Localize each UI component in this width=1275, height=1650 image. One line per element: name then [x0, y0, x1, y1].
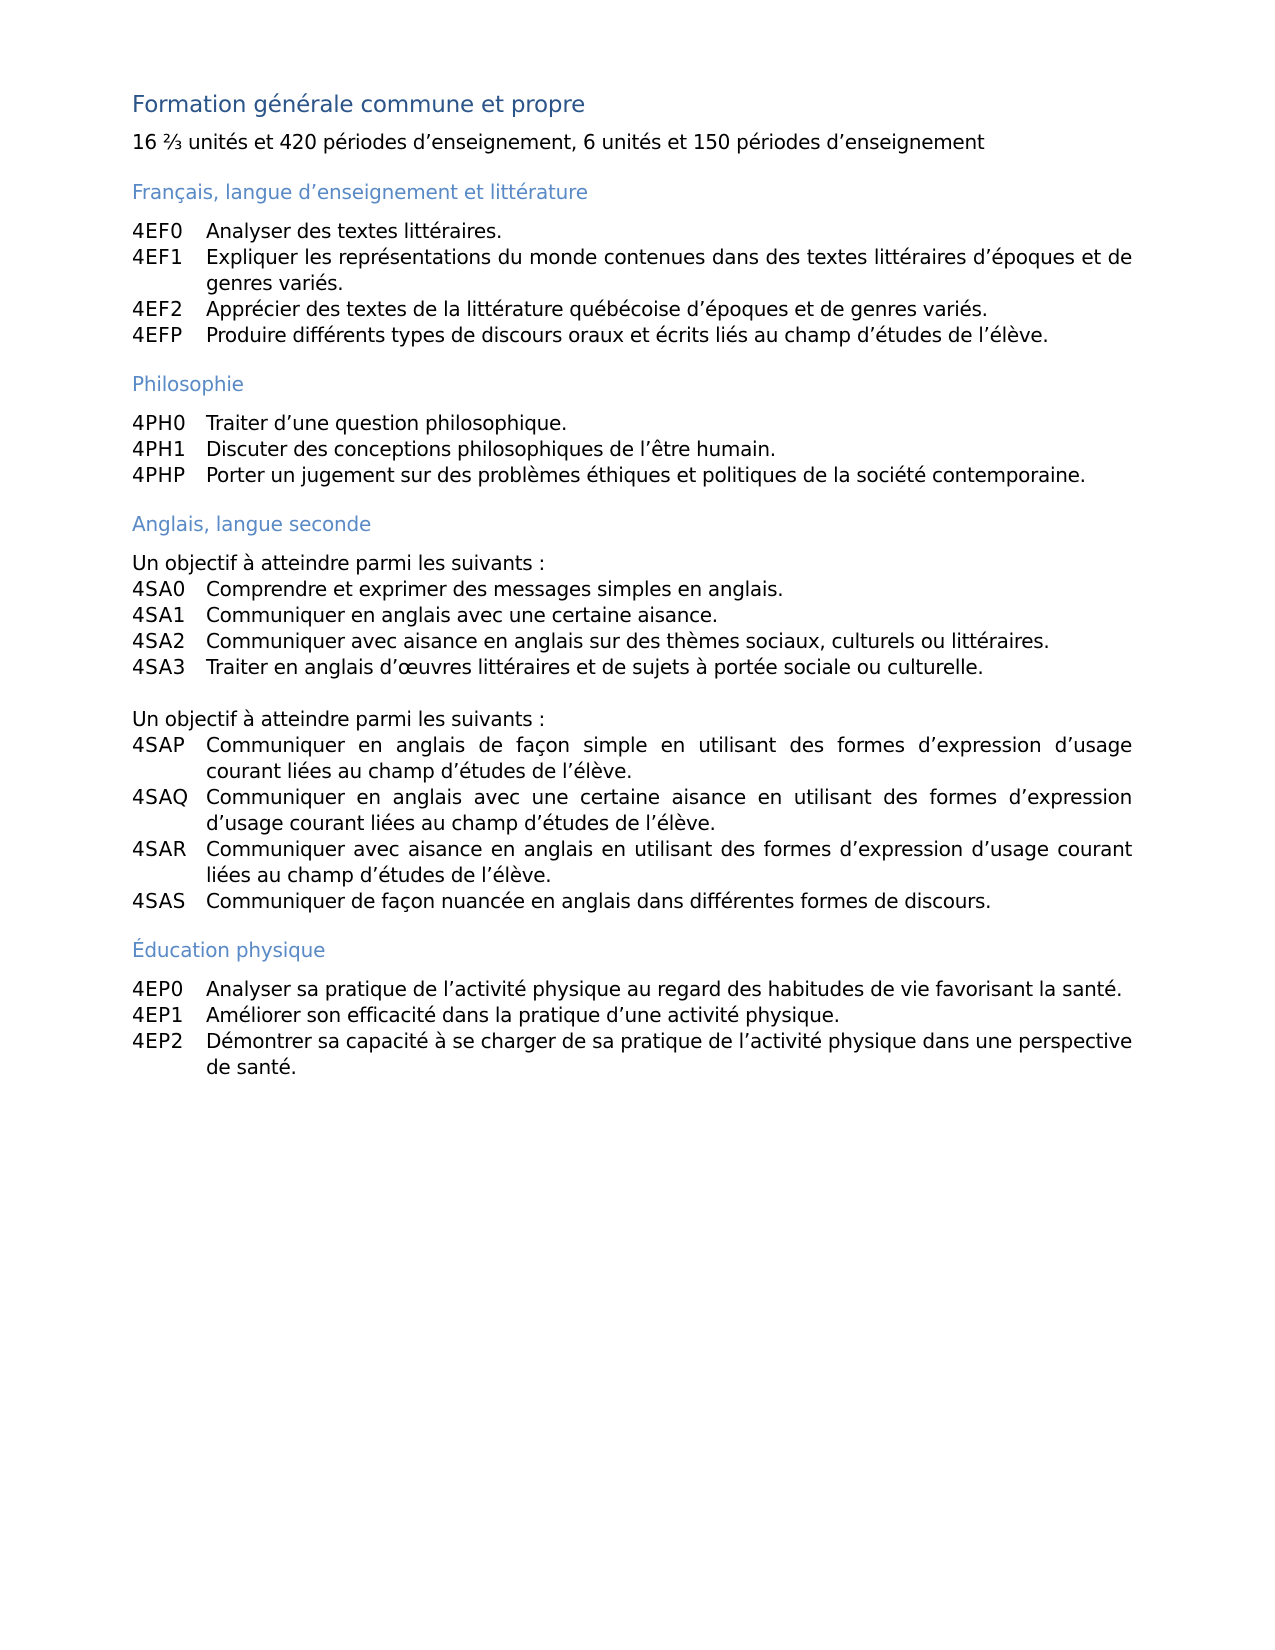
section-anglais	[132, 512, 1132, 914]
objective-item	[132, 462, 1132, 488]
objective-item	[132, 836, 1132, 888]
objective-text: Communiquer avec aisance en anglais en utilisant des formes d’expression d’usage courant liées au champ d’études de l’élève.	[206, 837, 1132, 887]
objective-item	[132, 436, 1132, 462]
objective-item	[132, 976, 1132, 1002]
objective-code: 4PH0	[132, 411, 187, 435]
objective-code: 4EF0	[132, 219, 184, 243]
group-intro: Un objectif à atteindre parmi les suivants :	[132, 707, 545, 731]
objective-text: Expliquer les représentations du monde contenues dans des textes littéraires d’époques et de genres variés.	[206, 245, 1132, 295]
objective-text: Communiquer en anglais de façon simple en utilisant des formes d’expression d’usage courant liées au champ d’études de l’élève.	[206, 733, 1132, 783]
section-title: Éducation physique	[132, 938, 326, 962]
objective-code: 4SA1	[132, 603, 186, 627]
page-subtitle: 16 ⅔ unités et 420 périodes d’enseignement, 6 unités et 150 périodes d’enseignement	[132, 130, 985, 154]
objective-code: 4SAR	[132, 837, 187, 861]
objective-code: 4EP0	[132, 977, 184, 1001]
objective-text: Porter un jugement sur des problèmes éthiques et politiques de la société contemporaine.	[206, 463, 1086, 487]
objective-text: Analyser des textes littéraires.	[206, 219, 503, 243]
objective-item	[132, 602, 1132, 628]
objective-code: 4PH1	[132, 437, 187, 461]
section-title: Anglais, langue seconde	[132, 512, 372, 536]
document-page	[132, 92, 1132, 1104]
objective-item	[132, 576, 1132, 602]
section-title: Français, langue d’enseignement et littérature	[132, 180, 588, 204]
objective-code: 4SA2	[132, 629, 186, 653]
objective-item	[132, 1028, 1132, 1080]
objective-code: 4SAP	[132, 733, 186, 757]
objective-item	[132, 732, 1132, 784]
objective-item	[132, 296, 1132, 322]
objective-text: Apprécier des textes de la littérature québécoise d’époques et de genres variés.	[206, 297, 988, 321]
objective-text: Communiquer de façon nuancée en anglais dans différentes formes de discours.	[206, 889, 992, 913]
objective-item	[132, 654, 1132, 680]
section-education-physique	[132, 938, 1132, 1080]
objective-text: Analyser sa pratique de l’activité physique au regard des habitudes de vie favorisant la santé.	[206, 977, 1123, 1001]
section-philosophie	[132, 372, 1132, 488]
objective-item	[132, 1002, 1132, 1028]
objective-code: 4EF2	[132, 297, 184, 321]
objective-code: 4PHP	[132, 463, 186, 487]
objective-text: Communiquer en anglais avec une certaine aisance.	[206, 603, 718, 627]
objective-code: 4EP2	[132, 1029, 184, 1053]
objective-text: Communiquer avec aisance en anglais sur des thèmes sociaux, culturels ou littéraires.	[206, 629, 1050, 653]
objective-code: 4EP1	[132, 1003, 184, 1027]
objective-text: Améliorer son efficacité dans la pratique d’une activité physique.	[206, 1003, 840, 1027]
objective-text: Produire différents types de discours oraux et écrits liés au champ d’études de l’élève.	[206, 323, 1049, 347]
section-francais	[132, 180, 1132, 348]
objective-code: 4EFP	[132, 323, 183, 347]
objective-item	[132, 888, 1132, 914]
objective-item	[132, 784, 1132, 836]
objective-item	[132, 410, 1132, 436]
section-title: Philosophie	[132, 372, 244, 396]
objective-item	[132, 628, 1132, 654]
objective-text: Discuter des conceptions philosophiques de l’être humain.	[206, 437, 776, 461]
objective-text: Traiter d’une question philosophique.	[206, 411, 568, 435]
objective-code: 4SAS	[132, 889, 186, 913]
objective-text: Démontrer sa capacité à se charger de sa pratique de l’activité physique dans une perspective de santé.	[206, 1029, 1132, 1079]
objective-code: 4SA0	[132, 577, 186, 601]
objective-item	[132, 244, 1132, 296]
page-title: Formation générale commune et propre	[132, 92, 586, 118]
objective-item	[132, 322, 1132, 348]
objective-text: Comprendre et exprimer des messages simples en anglais.	[206, 577, 784, 601]
objective-code: 4SAQ	[132, 785, 189, 809]
spacer	[132, 680, 1132, 706]
objective-item	[132, 218, 1132, 244]
objective-text: Traiter en anglais d’œuvres littéraires et de sujets à portée sociale ou culturelle.	[206, 655, 984, 679]
group-intro: Un objectif à atteindre parmi les suivants :	[132, 551, 545, 575]
objective-code: 4SA3	[132, 655, 186, 679]
objective-code: 4EF1	[132, 245, 184, 269]
objective-text: Communiquer en anglais avec une certaine aisance en utilisant des formes d’expression d’usage courant liées au champ d’études de l’élève.	[206, 785, 1132, 835]
